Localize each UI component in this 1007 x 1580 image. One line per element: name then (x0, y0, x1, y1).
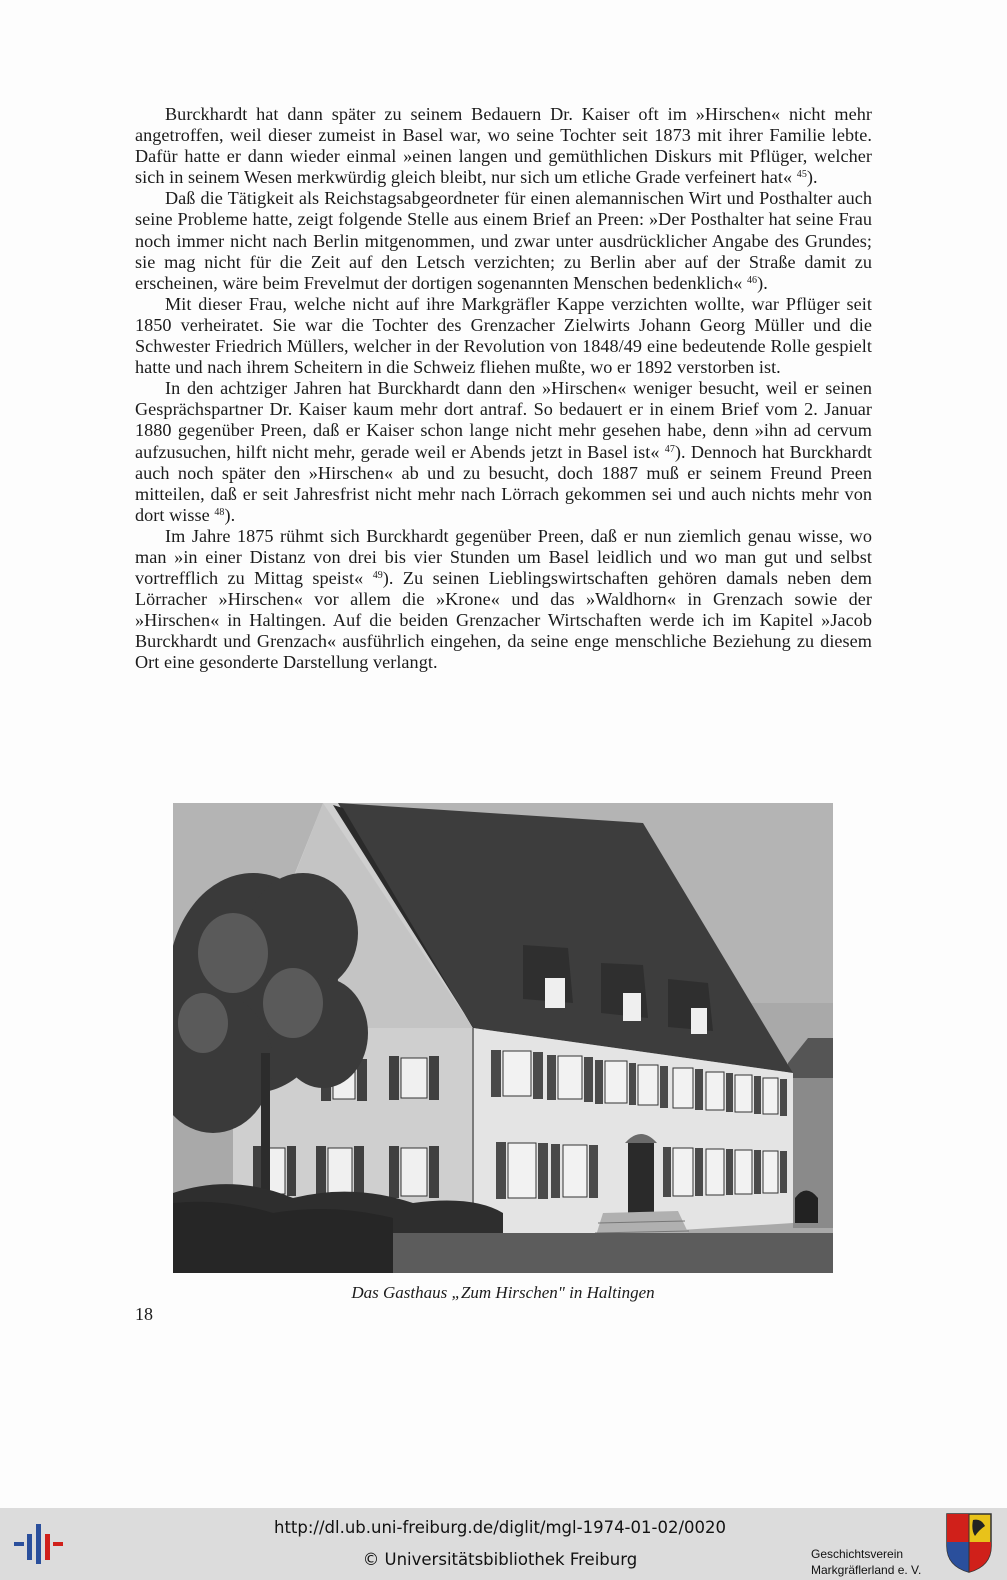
footnote-ref: 49 (372, 570, 383, 582)
body-text (135, 104, 872, 674)
building-photo (173, 803, 833, 1273)
footnote-ref: 47 (664, 443, 675, 455)
society-name-line-1: Geschichtsverein (811, 1547, 904, 1561)
footer-bar (0, 1508, 1007, 1580)
footnote-ref: 46 (746, 274, 758, 286)
paragraph-1: Burckhardt hat dann später zu seinem Bedauern Dr. Kaiser oft im »Hirschen« nicht mehr angetroffen, weil dieser zumeist in Basel war, wo seine Tochter seit 1873 mit ihrer Familie lebte. Dafür hatte er dann wieder einmal »einen langen und gemüthlichen Diskurs mit Pflüger, welcher sich in seinem Wesen merkwürdig gleich bleibt, nur sich um etliche Grade verfeinert hat« $^{45}$). (135, 104, 872, 188)
document-link[interactable]: http://dl.ub.uni-freiburg.de/diglit/mgl-1974-01-02/0020 (273, 1518, 727, 1537)
university-library-logo-icon (14, 1522, 66, 1568)
society-name (811, 1546, 921, 1578)
footnote-ref: 48 (214, 506, 225, 518)
photo-caption: Das Gasthaus „Zum Hirschen" in Haltingen (351, 1283, 655, 1302)
paragraph-4: In den achtziger Jahren hat Burckhardt dann den »Hirschen« weniger besucht, weil er seinen Gesprächspartner Dr. Kaiser kaum mehr dort antraf. So bedauert er in einem Brief vom 2. Januar 1880 gegenüber Preen, daß er Kaiser schon lange nicht mehr gesehen habe, denn »ihn ad cervum aufzusuchen, hilft nicht mehr, gerade weil er Abends jetzt in Basel ist« $^{47}$). Dennoch hat Burckhardt auch noch später den »Hirschen« ab und zu besucht, doch 1887 muß er seinem Freund Preen mitteilen, daß er seit Jahresfrist nicht mehr nach Lörrach gekommen sei und auch nichts mehr von dort wisse $^{48}$). (135, 378, 872, 525)
paragraph-3: Mit dieser Frau, welche nicht auf ihre Markgräfler Kappe verzichten wollte, war Pflüger seit 1850 verheiratet. Sie war die Tochter des Grenzacher Zielwirts Johann Georg Müller und die Schwester Friedrich Müllers, welcher in der Revolution von 1848/49 eine bedeutende Rolle gespielt hatte und nach ihrem Scheitern in die Schweiz fliehen mußte, wo er 1892 verstorben ist. (135, 293, 872, 378)
copyright-text: © Universitätsbibliothek Freiburg (362, 1550, 638, 1569)
footnote-ref: 45 (796, 169, 807, 181)
society-name-line-2: Markgräflerland e. V. (811, 1563, 922, 1577)
paragraph-2: Daß die Tätigkeit als Reichstagsabgeordneter für einen alemannischen Wirt und Posthalter auch seine Probleme hatte, zeigt folgende Stelle aus einem Brief an Preen: »Der Posthalter hat seine Frau noch immer nicht nach Berlin mitgenommen, und zwar unter ausdrücklicher Angabe des Grundes; sie mag nicht für die Zeit auf den Letsch verzichten; zu Berlin aber auf der Straße damit zu erscheinen, wäre beim Frevelmut der dortigen sogenannten Menschen bedenklich« $^{46}$). (135, 188, 872, 293)
page-number: 18 (135, 1304, 153, 1324)
coat-of-arms-icon (945, 1512, 993, 1574)
paragraph-5: Im Jahre 1875 rühmt sich Burckhardt gegenüber Preen, daß er nun ziemlich genau wisse, wo man »in einer Distanz von drei bis vier Stunden um Basel leidlich und wo man gut und selbst vortrefflich zu Mittag speist« $^{49}$). Zu seinen Lieblingswirtschaften gehören damals neben dem Lörracher »Hirschen« vor allem die »Krone« und das »Waldhorn« in Grenzach sowie der »Hirschen« in Haltingen. Auf die beiden Grenzacher Wirtschaften werde ich im Kapitel »Jacob Burckhardt und Grenzach« ausführlich eingehen, da seine enge menschliche Beziehung zu diesem Ort eine gesonderte Darstellung verlangt. (135, 525, 872, 673)
